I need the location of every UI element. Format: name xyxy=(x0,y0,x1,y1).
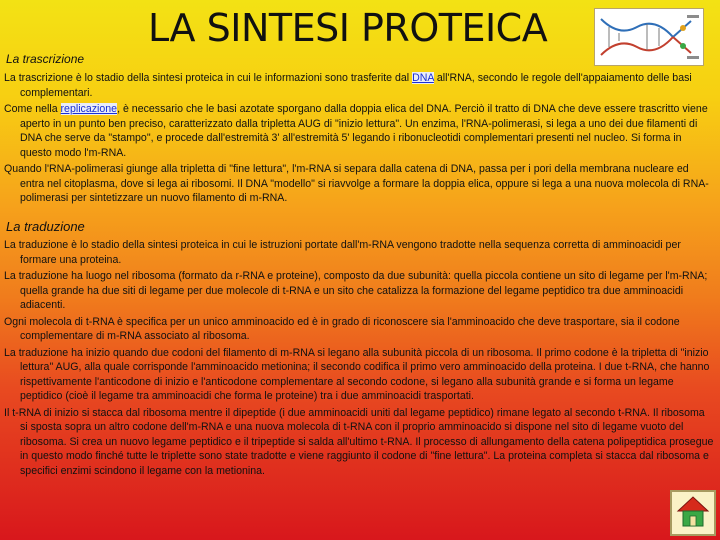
dna-replication-diagram-icon xyxy=(594,8,704,66)
home-icon xyxy=(674,492,712,535)
paragraph: Quando l'RNA-polimerasi giunge alla tripletta di "fine lettura", l'm-RNA si separa dalla catena di DNA, passa per i pori della membrana nucleare ed entra nel citoplasma, dove si lega ai ribosomi. Il DNA "modello" si riavvolge a formare la doppia elica, oppure si lega a una nuova molecola di RNA-polimerasi per sintetizzare un nuovo filamento di m-RNA. xyxy=(4,163,709,204)
paragraph-text: all'RNA, secondo le regole dell'appaiamento delle basi complementari. xyxy=(20,72,692,99)
paragraph-text: La trascrizione è lo stadio della sintesi proteica in cui le informazioni sono trasferite dal xyxy=(4,72,413,84)
home-button[interactable] xyxy=(670,490,716,536)
paragraph-text: , è necessario che le basi azotate sporgano dalla doppia elica del DNA. Perciò il tratto di DNA che deve essere trascritto viene aperto in un punto ben preciso, caratterizzato dalla tripletta AUG di "inizio lettura". Un enzima, l'RNA-polimerasi, si lega a uno dei due filamenti di DNA che serve da "stampo", e procede dall'estremità 3' all'estremità 5' legando i ribonucleotidi complementari presenti nel nucleo. Si forma in questo modo l'm-RNA. xyxy=(20,103,708,159)
section-heading-trascrizione: La trascrizione xyxy=(6,52,85,66)
paragraph: La traduzione ha inizio quando due codoni del filamento di m-RNA si legano alla subunità piccola di un ribosoma. Il primo codone è la tripletta di "inizio lettura" AUG, alla quale corrisponde l'amminoacido metionina; il secondo codifica il primo vero amminoacido della proteina. I due t-RNA, che hanno rispettivamente l'anticodone di inizio e l'anticodone complementare al secondo codone, si legano alla subunità grande e si forma un legame peptidico (cioè il legame tra amminoacidi che forma le proteine) tra i due amminoacidi trasportati. xyxy=(4,346,710,402)
paragraph: Il t-RNA di inizio si stacca dal ribosoma mentre il dipeptide (i due amminoacidi uniti dal legame peptidico) rimane legato al secondo t-RNA. Il ribosoma si sposta sopra un altro codone dell'm-RNA e una nuova molecola di t-RNA con il proprio amminoacido si dispone nel sito di legame vuoto del ribosoma. Si crea un nuovo legame peptidico e il tripeptide si salda all'ultimo t-RNA. Il processo di allungamento della catena polipeptidica prosegue in questo modo finché tutte le triplette sono state tradotte e viene raggiunto il codone di "fine lettura". La proteina completa si stacca dal ribosoma e specifici enzimi scindono il legame con la metionina. xyxy=(4,406,714,477)
replicazione-link[interactable]: replicazione xyxy=(60,103,118,115)
paragraph xyxy=(4,102,714,160)
paragraph-text: Come nella xyxy=(4,103,61,115)
section-traduzione xyxy=(4,238,714,480)
section-heading-traduzione: La traduzione xyxy=(6,219,85,234)
page-title: LA SINTESI PROTEICA xyxy=(148,6,548,50)
section-trascrizione xyxy=(4,71,714,208)
paragraph xyxy=(4,71,714,100)
paragraph: Ogni molecola di t-RNA è specifica per un unico amminoacido ed è in grado di riconoscere sia l'amminoacido che deve trasportare, sia il codone complementare di m-RNA associato al ribosoma. xyxy=(4,315,680,342)
paragraph: La traduzione ha luogo nel ribosoma (formato da r-RNA e proteine), composto da due subunità: quella piccola contiene un sito di legame per l'm-RNA; quella grande ha due siti di legame per due molecole di t-RNA e un sito che catalizza la formazione del legame peptidico tra due amminoacidi adiacenti. xyxy=(4,270,708,311)
dna-link[interactable]: DNA xyxy=(412,72,434,84)
paragraph: La traduzione è lo stadio della sintesi proteica in cui le istruzioni portate dall'm-RNA vengono tradotte nella sequenza corretta di amminoacidi per formare una proteina. xyxy=(4,239,681,266)
